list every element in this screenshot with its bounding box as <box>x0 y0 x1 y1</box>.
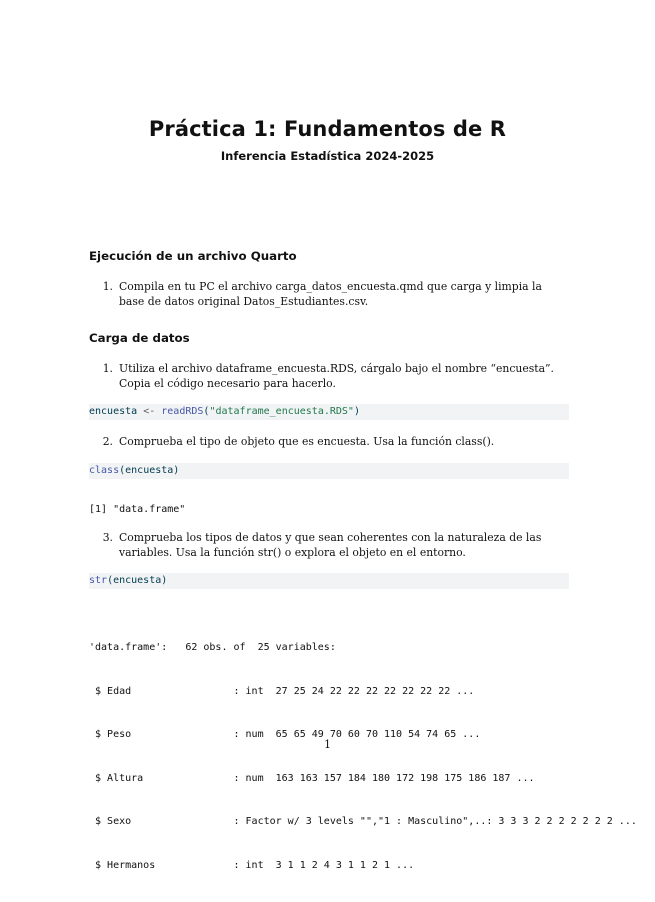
list-text: Compila en tu PC el archivo carga_datos_encuesta.qmd que carga y limpia la base de datos original Datos_Estudiantes.csv. <box>119 280 542 308</box>
list-number: 1. <box>102 280 113 293</box>
code-block-class <box>89 463 569 479</box>
list-item <box>89 530 569 560</box>
code-block-readrds <box>89 404 569 420</box>
code-function: str <box>89 575 108 586</box>
code-args: (encuesta) <box>107 575 168 586</box>
code-block-str <box>89 573 569 589</box>
code-paren-open: ( <box>203 406 210 417</box>
list-text: Comprueba el tipo de objeto que es encuesta. Usa la función class(). <box>119 435 495 448</box>
list-item <box>89 279 569 309</box>
output-line: $ Peso : num 65 65 49 70 60 70 110 54 74 65 ... <box>89 729 481 740</box>
list-number: 3. <box>102 531 113 544</box>
document-subtitle: Inferencia Estadística 2024-2025 <box>220 149 435 163</box>
output-line: 'data.frame': 62 obs. of 25 variables: <box>89 642 336 653</box>
list-number: 1. <box>102 362 113 375</box>
code-var: encuesta <box>89 406 138 417</box>
code-args: (encuesta) <box>119 465 180 476</box>
code-function: class <box>89 465 120 476</box>
list-item <box>89 434 569 449</box>
code-output-class: [1] "data.frame" <box>89 504 186 515</box>
section-heading-quarto: Ejecución de un archivo Quarto <box>89 249 297 263</box>
page-number: 1 <box>324 738 331 751</box>
output-line: $ Hermanos : int 3 1 1 2 4 3 1 1 2 1 ... <box>89 859 415 871</box>
code-operator: <- <box>137 406 162 417</box>
output-line: $ Sexo : Factor w/ 3 levels "","1 : Masculino",..: 3 3 3 2 2 2 2 2 2 2 ... <box>89 816 637 827</box>
list-text: Utiliza el archivo dataframe_encuesta.RDS, cárgalo bajo el nombre “encuesta”. Copia el código necesario para hacerlo. <box>119 362 554 390</box>
section-heading-carga: Carga de datos <box>89 331 190 345</box>
output-line: $ Altura : num 163 163 157 184 180 172 198 175 186 187 ... <box>89 772 535 784</box>
code-function: readRDS <box>161 406 204 417</box>
code-output-str <box>89 612 637 902</box>
list-text: Comprueba los tipos de datos y que sean coherentes con la naturaleza de las variables. Usa la función str() o explora el objeto en el entorno. <box>119 531 542 559</box>
output-line: $ Edad : int 27 25 24 22 22 22 22 22 22 22 ... <box>89 685 475 697</box>
list-item <box>89 361 569 391</box>
document-title: Práctica 1: Fundamentos de R <box>148 117 507 141</box>
list-number: 2. <box>102 435 113 448</box>
code-paren-close: ) <box>353 406 360 417</box>
code-string: "dataframe_encuesta.RDS" <box>209 406 354 417</box>
